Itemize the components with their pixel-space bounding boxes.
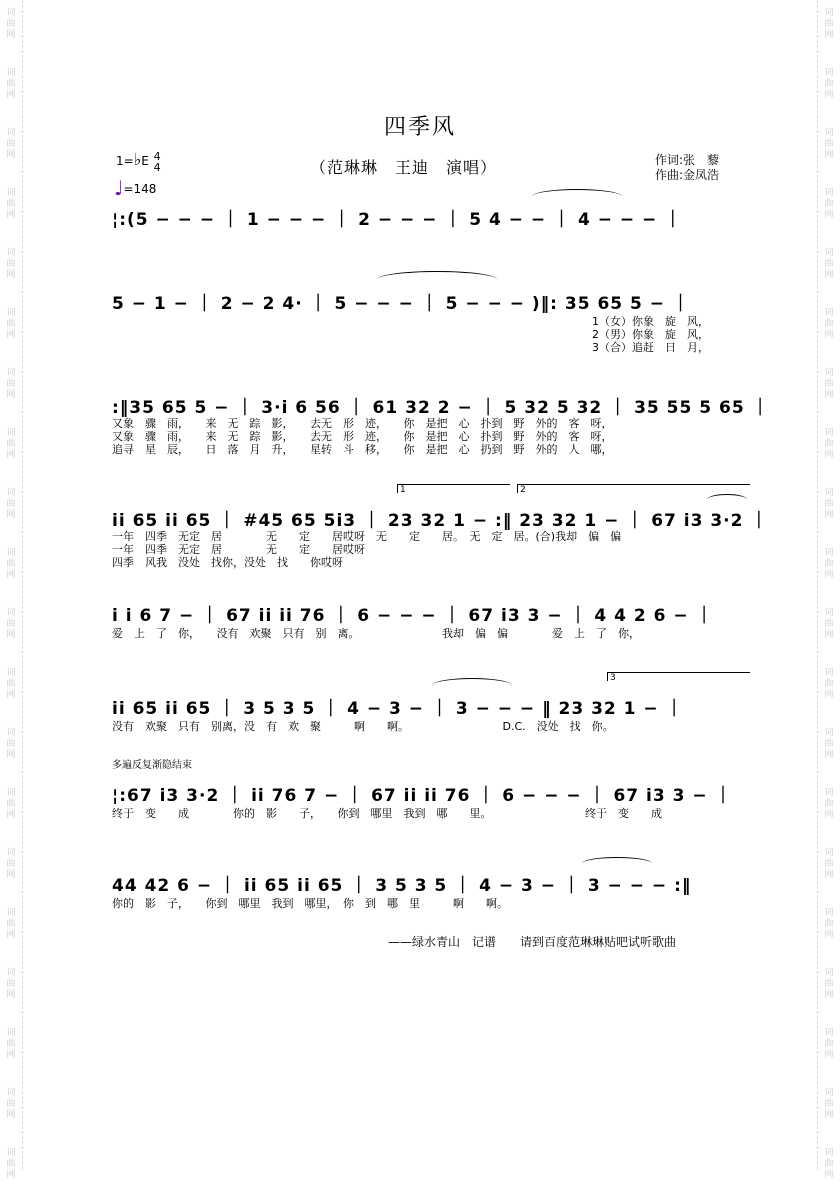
watermark-text: 词 曲 网	[824, 428, 834, 460]
watermark-text: 词 曲 网	[824, 728, 834, 760]
staff-line: 44 42 6 − ｜ ii 65 ii 65 ｜ 3 5 3 5 ｜ 4 − 3 − ｜ 3 − − − :‖	[112, 876, 692, 896]
watermark-text: 词 曲 网	[824, 848, 834, 880]
watermark-text: 词 曲 网	[824, 968, 834, 1000]
ending-bracket: 3	[607, 672, 750, 681]
flat-icon: ♭	[133, 150, 142, 169]
slur	[707, 494, 747, 505]
lyric-line-1: 又象 骤 雨， 来 无 踪 影， 去无 形 迹， 你 是把 心 扑到 野 外的 客 呀，	[112, 417, 613, 430]
watermark-text: 词 曲 网	[6, 1028, 16, 1060]
watermark-text: 词 曲 网	[824, 8, 834, 40]
watermark-text: 词 曲 网	[824, 488, 834, 520]
lyric-line-3: 3（合）追赶 日 月，	[592, 341, 709, 354]
tempo-value: =148	[123, 182, 157, 196]
watermark-text: 词 曲 网	[6, 308, 16, 340]
credits	[655, 153, 719, 183]
watermark-text: 词 曲 网	[824, 668, 834, 700]
time-top: 4	[153, 149, 161, 163]
watermark-text: 词 曲 网	[6, 548, 16, 580]
quarter-note-icon: ♩	[114, 176, 124, 200]
second-ending-bracket: 2	[517, 484, 750, 493]
watermark-text: 词 曲 网	[824, 1028, 834, 1060]
transcriber-footer: ——绿水青山 记谱 请到百度范琳琳贴吧试听歌曲	[388, 935, 677, 949]
watermark-text: 词 曲 网	[6, 848, 16, 880]
watermark-text: 词 曲 网	[6, 368, 16, 400]
time-signature	[154, 151, 161, 173]
lyricist: 作词:张 藜	[655, 153, 720, 167]
watermark-text: 词 曲 网	[6, 668, 16, 700]
staff-line: :‖35 65 5 − ｜ 3·i 6 56 ｜ 61 32 2 − ｜ 5 32 5 32 ｜ 35 55 5 65 ｜	[112, 398, 770, 418]
watermark-text: 词 曲 网	[6, 188, 16, 220]
staff-line: 5 − 1 − ｜ 2 − 2 4· ｜ 5 − − − ｜ 5 − − − )‖: 35 65 5 − ｜	[112, 294, 690, 314]
watermark-text: 词 曲 网	[6, 488, 16, 520]
lyric-line-2: 一年 四季 无定 居 无 定 居哎呀	[112, 543, 365, 556]
watermark-text: 词 曲 网	[824, 548, 834, 580]
watermark-text: 词 曲 网	[6, 1148, 16, 1180]
watermark-text: 词 曲 网	[824, 368, 834, 400]
watermark-text: 词 曲 网	[824, 1148, 834, 1180]
key-signature	[116, 150, 161, 173]
lyric-line-3: 追寻 星 辰， 日 落 月 升， 星转 斗 移， 你 是把 心 扔到 野 外的 人 哪，	[112, 443, 613, 456]
watermark-text: 词 曲 网	[824, 788, 834, 820]
watermark-text: 词 曲 网	[6, 8, 16, 40]
watermark-text: 词 曲 网	[824, 1088, 834, 1120]
lyric-line-1: 爱 上 了 你， 没有 欢聚 只有 别 离。 我却 偏 偏 爱 上 了 你，	[112, 627, 640, 640]
composer: 作曲:金凤浩	[655, 168, 720, 182]
first-ending-bracket: 1	[397, 484, 510, 493]
watermark-text: 词 曲 网	[6, 728, 16, 760]
staff-line: ii 65 ii 65 ｜ 3 5 3 5 ｜ 4 − 3 − ｜ 3 − − − ‖ 23 32 1 − ｜	[112, 699, 684, 719]
watermark-text: 词 曲 网	[6, 908, 16, 940]
watermark-text: 词 曲 网	[824, 608, 834, 640]
key-prefix: 1=	[116, 154, 134, 168]
staff-line: ¦:(5 − − − ｜ 1 − − − ｜ 2 − − − ｜ 5 4 − − ｜ 4 − − − ｜	[112, 210, 683, 230]
slur	[377, 271, 497, 288]
slur	[582, 857, 652, 870]
slur	[432, 678, 512, 693]
lyric-line-1: 终于 变 成 你的 影 子， 你到 哪里 我到 哪 里。 终于 变 成	[112, 807, 662, 820]
staff-line: ¦:67 i3 3·2 ｜ ii 76 7 − ｜ 67 ii ii 76 ｜ 6 − − − ｜ 67 i3 3 − ｜	[112, 786, 733, 806]
tempo-marking	[114, 176, 156, 200]
watermark-text: 词 曲 网	[6, 68, 16, 100]
lyric-line-1: 你的 影 子， 你到 哪里 我到 哪里， 你 到 哪 里 啊 啊。	[112, 897, 508, 910]
lyric-line-1: 1（女）你象 旋 风，	[592, 315, 709, 328]
lyric-line-1: 一年 四季 无定 居 无 定 居哎呀 无 定 居。 无 定 居。(合)我却 偏 偏	[112, 530, 622, 543]
watermark-text: 词 曲 网	[6, 608, 16, 640]
staff-line: ii 65 ii 65 ｜ #45 65 5i3 ｜ 23 32 1 − :‖ 23 32 1 − ｜ 67 i3 3·2 ｜	[112, 511, 769, 531]
watermark-text: 词 曲 网	[6, 1088, 16, 1120]
lyric-line-3: 四季 风我 没处 找你，没处 找 你哎呀	[112, 556, 343, 569]
watermark-text: 词 曲 网	[6, 968, 16, 1000]
watermark-text: 词 曲 网	[6, 128, 16, 160]
time-bottom: 4	[153, 160, 161, 174]
lyric-line-1: 没有 欢聚 只有 别离，没 有 欢 聚 啊 啊。 D.C. 没处 找 你。	[112, 720, 614, 733]
watermark-text: 词 曲 网	[824, 188, 834, 220]
staff-line: i i 6 7 − ｜ 67 ii ii 76 ｜ 6 − − − ｜ 67 i3 3 − ｜ 4 4 2 6 − ｜	[112, 606, 714, 626]
watermark-text: 词 曲 网	[824, 128, 834, 160]
performers: （范琳琳 王迪 演唱）	[310, 158, 498, 177]
repeat-instruction: 多遍反复渐隐结束	[112, 760, 192, 771]
watermark-text: 词 曲 网	[824, 908, 834, 940]
lyric-line-2: 又象 骤 雨， 来 无 踪 影， 去无 形 迹， 你 是把 心 扑到 野 外的 客 呀，	[112, 430, 613, 443]
watermark-text: 词 曲 网	[6, 428, 16, 460]
key-letter: E	[141, 154, 149, 168]
watermark-text: 词 曲 网	[824, 308, 834, 340]
slur	[532, 189, 622, 204]
watermark-text: 词 曲 网	[6, 248, 16, 280]
song-title: 四季风	[383, 115, 456, 140]
watermark-text: 词 曲 网	[824, 68, 834, 100]
watermark-text: 词 曲 网	[824, 248, 834, 280]
watermark-text: 词 曲 网	[6, 788, 16, 820]
lyric-line-2: 2（男）你象 旋 风，	[592, 328, 709, 341]
